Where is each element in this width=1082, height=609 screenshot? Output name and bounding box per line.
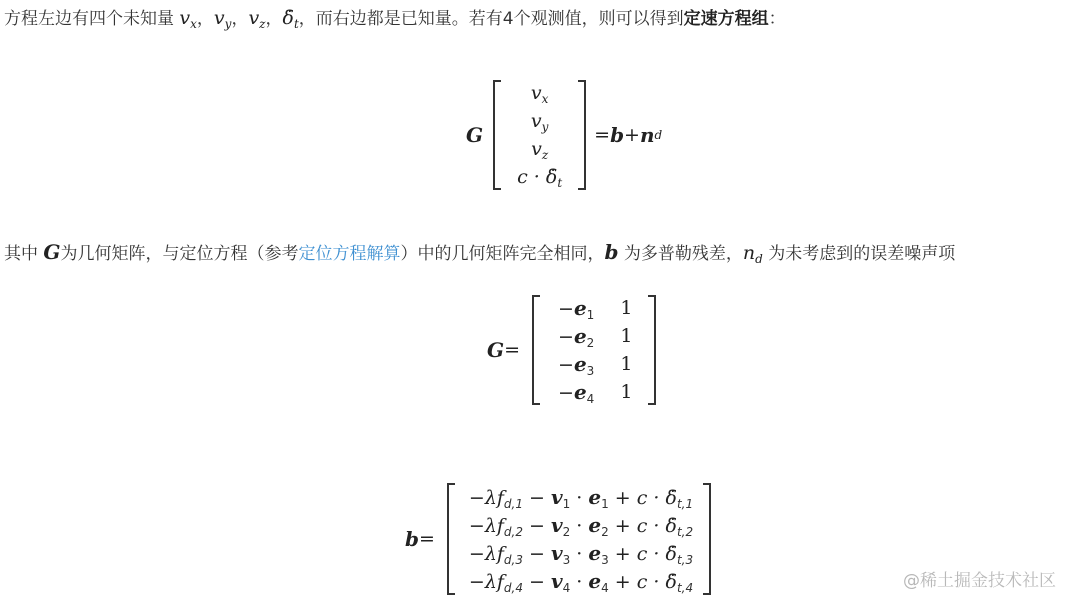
math-vx: $v_x$ xyxy=(179,7,197,31)
left-bracket xyxy=(493,80,501,190)
math-vz: $v_z$ xyxy=(248,7,266,31)
equation-residual-vector: b = $-\lambda f_{d,1} - v_1 \cdot e_1 + c$ · $\deltȧ_{t,1}$ $-\lambda f_{d,2} - v_2 \cdot e_2 + c$ · $\deltȧ_{t,2}$ $-\lambda f_{d,3} - v_3 \cdot e_3 + c$ · $\deltȧ_{t,3}$ $-\lambda f_{d,4} - v_4 \cdot e_4 + c$ · $\deltȧ_{t,4}$ xyxy=(405,483,711,595)
paragraph-unknowns: 方程左边有四个未知量 $v_x$，$v_y$，$v_z$，$\deltȧ_t$，而右边都是已知量。若有4个观测值，则可以得到定速方程组： xyxy=(4,7,786,31)
math-G: G xyxy=(466,123,484,147)
left-bracket xyxy=(447,483,455,595)
watermark: @稀土掘金技术社区 xyxy=(903,571,1056,591)
math-delta-t: $\deltȧ_t$ xyxy=(282,7,299,31)
link-positioning-equation[interactable]: 定位方程解算 xyxy=(298,244,401,264)
text: ，而右边都是已知量。若有4个观测值，则可以得到 xyxy=(298,9,684,29)
left-bracket xyxy=(532,295,540,405)
math-vy: $v_y$ xyxy=(213,7,232,31)
residual-vector: $-\lambda f_{d,1} - v_1 \cdot e_1 + c$ · $\deltȧ_{t,1}$ $-\lambda f_{d,2} - v_2 \cdot e_2 + c$ · $\deltȧ_{t,2}$ $-\lambda f_{d,3} - v_3 \cdot e_3 + c$ · $\deltȧ_{t,3}$ $-\lambda f_{d,4} - v_4 \cdot e_4 + c$ · $\deltȧ_{t,4}$ xyxy=(468,485,694,595)
equation-geometry-matrix: G = $-e_1$ 1 $-e_2$ 1 $-e_3$ 1 $-e_4$ 1 xyxy=(487,295,656,405)
unknown-vector: $v_x$ $v_y$ $v_z$ $c \cdot \deltȧ_t$ xyxy=(517,82,563,190)
equation-velocity: G $v_x$ $v_y$ $v_z$ $c \cdot \deltȧ_t$ = b + n d xyxy=(466,80,662,190)
right-bracket xyxy=(703,483,711,595)
right-bracket xyxy=(648,295,656,405)
text: 方程左边有四个未知量 xyxy=(4,9,180,29)
right-bracket xyxy=(578,80,586,190)
geometry-matrix: $-e_1$ 1 $-e_2$ 1 $-e_3$ 1 $-e_4$ 1 xyxy=(558,296,633,406)
bold-term: 定速方程组 xyxy=(683,9,769,29)
paragraph-definition: 其中 G为几何矩阵，与定位方程（参考定位方程解算）中的几何矩阵完全相同，b 为多普勒残差，$n_d$ 为未考虑到的误差噪声项 xyxy=(4,240,956,266)
